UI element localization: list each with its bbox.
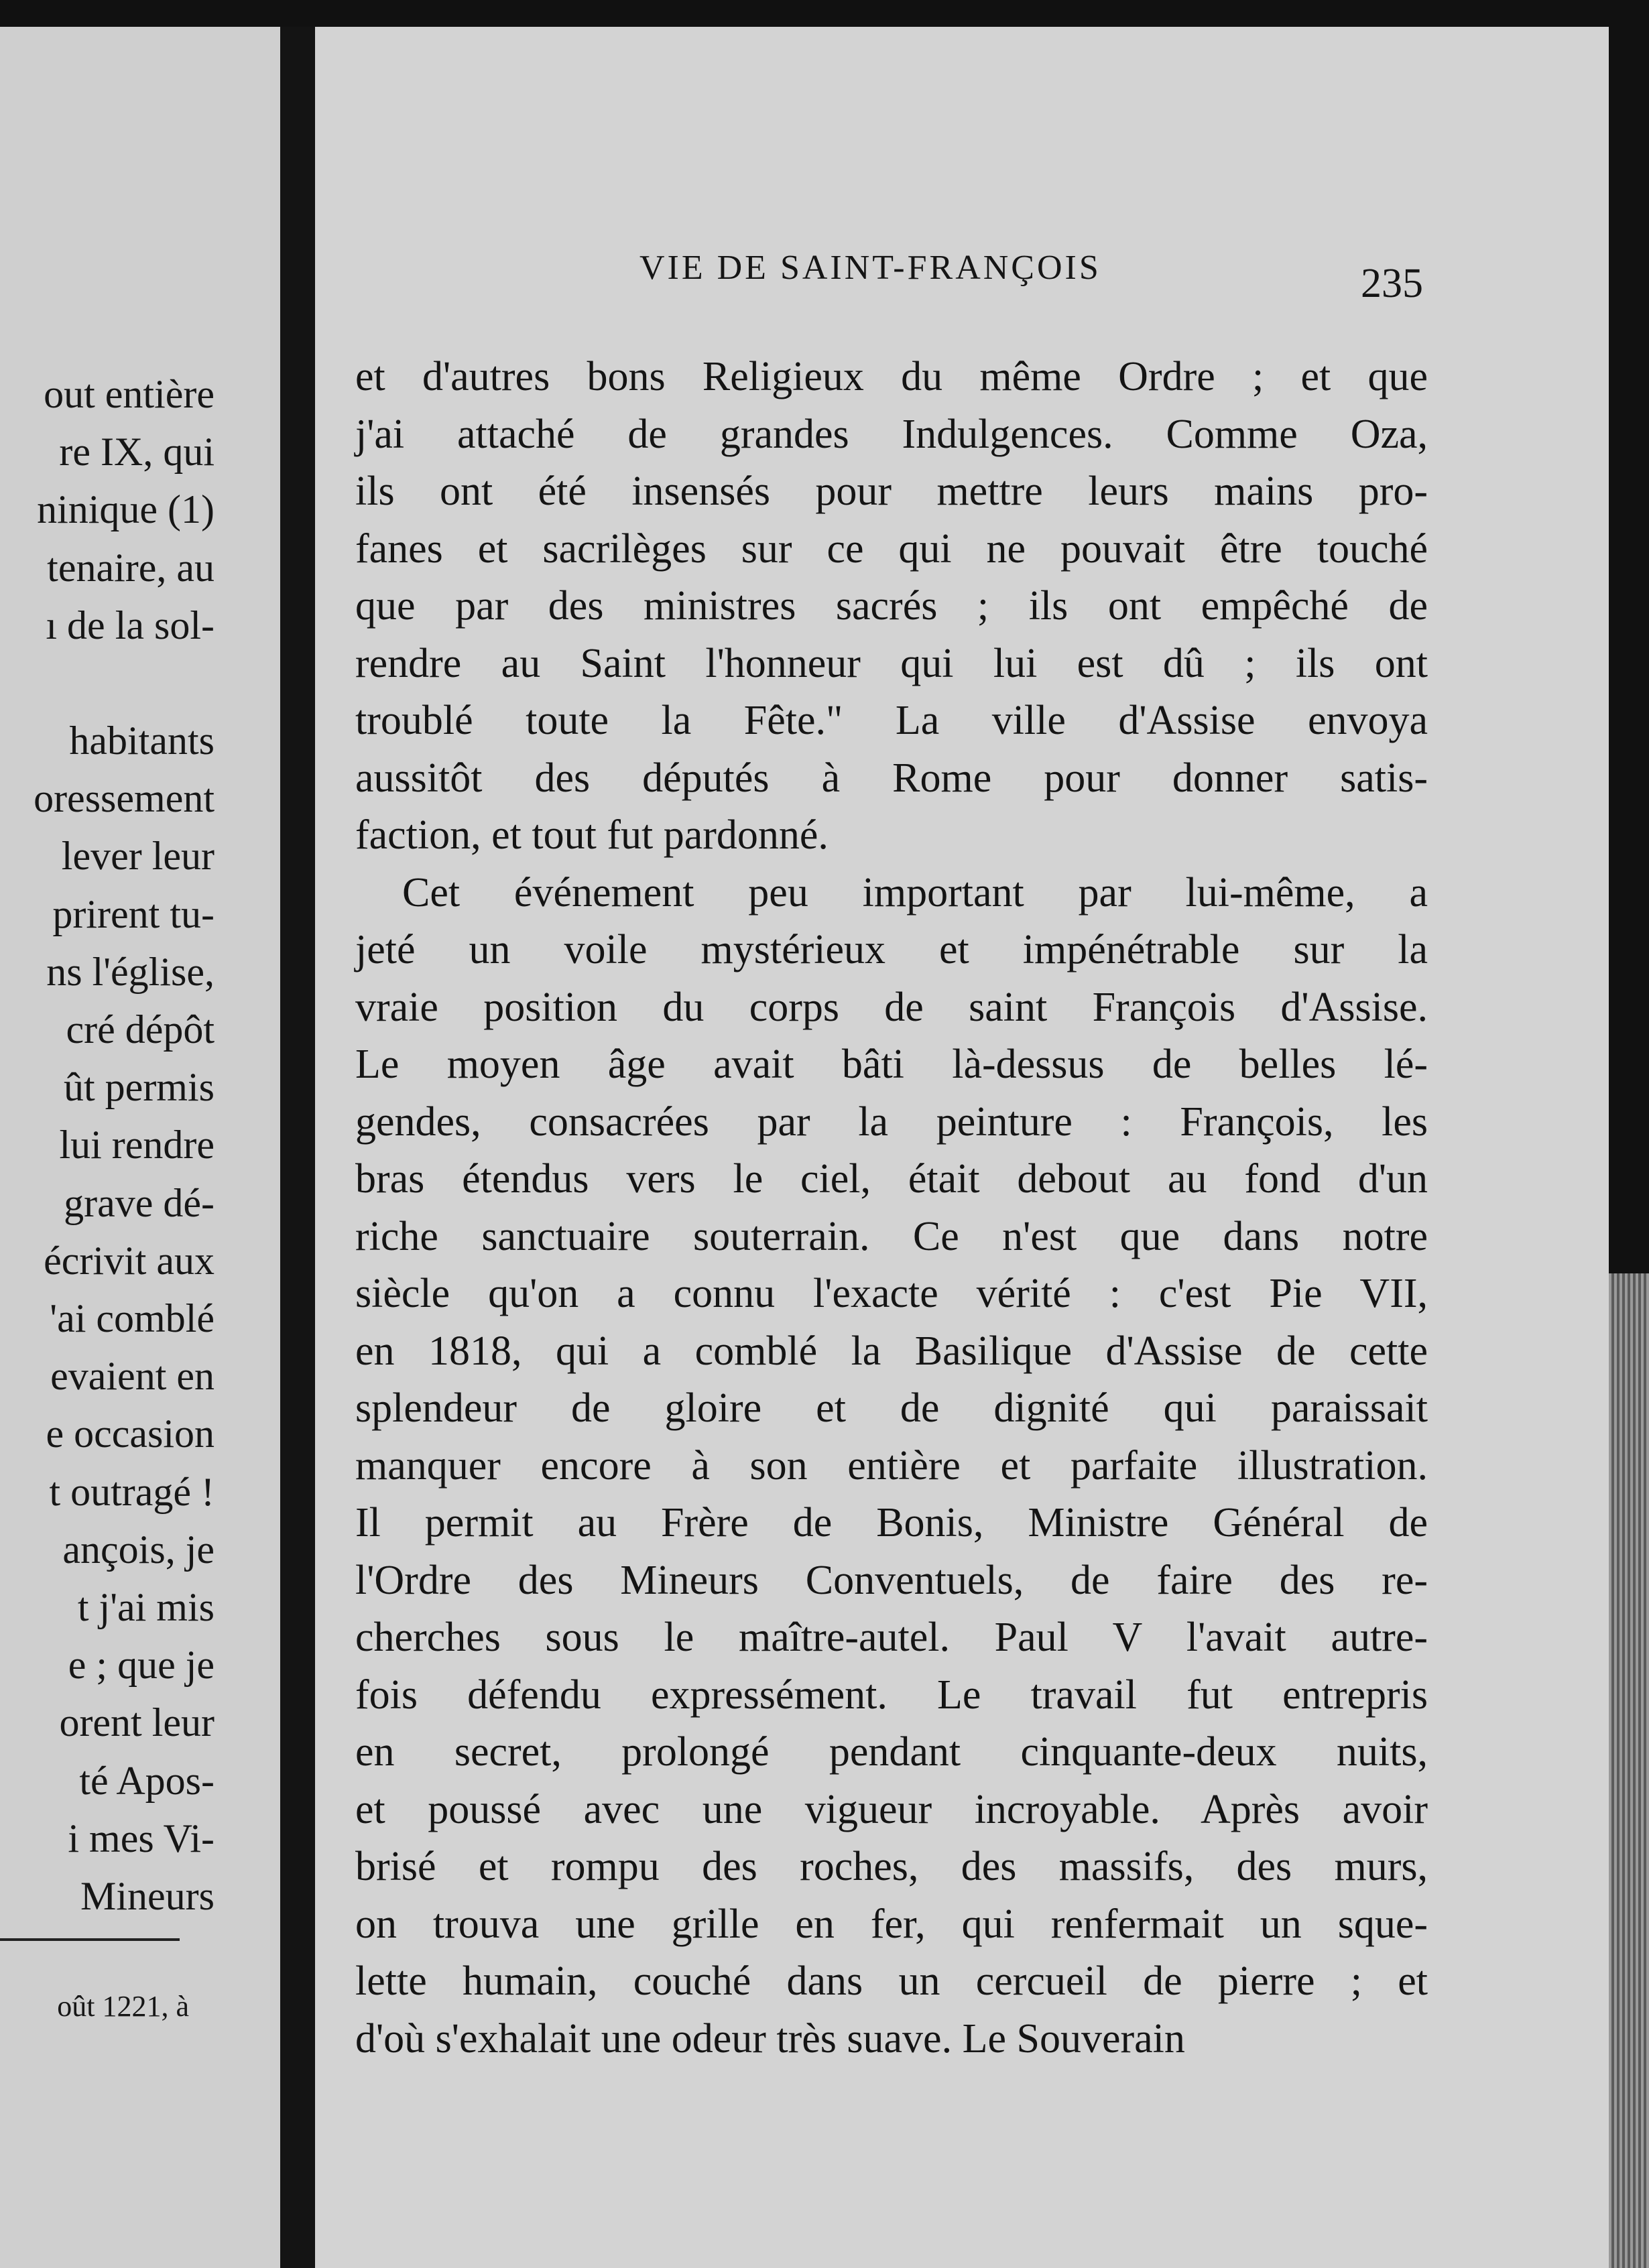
book-gutter [280,27,315,2268]
left-page-line: grave dé- [64,1180,215,1225]
body-line: fanes et sacrilèges sur ce qui ne pouvait être touché [355,525,1428,572]
body-line: j'ai attaché de grandes Indulgences. Comme Oza, [355,411,1428,457]
body-line: Il permit au Frère de Bonis, Ministre Général de [355,1500,1428,1546]
body-line: faction, et tout fut pardonné. [355,812,829,858]
body-line: Le moyen âge avait bâti là-dessus de belles lé- [355,1042,1428,1087]
body-line: en 1818, qui a comblé la Basilique d'Assise de cette [355,1328,1428,1374]
body-line: fois défendu expressément. Le travail fut entrepris [355,1672,1428,1718]
left-page-line: cré dépôt [66,1007,215,1052]
running-head: VIE DE SAINT-FRANÇOIS [639,249,1101,287]
body-line: Cet événement peu important par lui-même, a [402,869,1428,916]
body-line: aussitôt des députés à Rome pour donner satis- [355,755,1428,801]
left-page-line: e ; que je [68,1643,215,1688]
left-page-line: té Apos- [79,1758,215,1803]
left-page-line: t j'ai mis [77,1585,215,1630]
right-page [315,27,1609,2268]
body-line: on trouva une grille en fer, qui renfermait un sque- [355,1901,1428,1947]
body-line: brisé et rompu des roches, des massifs, des murs, [355,1844,1428,1889]
left-page-line: t outragé ! [49,1469,215,1514]
left-page-line: prirent tu- [52,891,215,936]
left-page-line: ninique (1) [37,487,215,532]
left-page [0,27,280,2268]
left-page-line: ût permis [64,1065,215,1110]
left-page-line: 'ai comblé [50,1296,215,1341]
body-line: jeté un voile mystérieux et impénétrable sur la [355,927,1428,972]
left-page-line: orent leur [59,1700,215,1745]
left-page-line: habitants [69,718,215,763]
body-line: vraie position du corps de saint François d'Assise. [355,984,1428,1030]
left-page-line: evaient en [50,1354,215,1399]
body-line: troublé toute la Fête." La ville d'Assise envoya [355,698,1428,743]
left-page-line: tenaire, au [47,545,215,590]
body-line: et d'autres bons Religieux du même Ordre ; et que [355,354,1428,399]
left-page-text [0,365,215,1925]
left-page-line: ns l'église, [46,949,215,994]
body-line: siècle qu'on a connu l'exacte vérité : c'est Pie VII, [355,1271,1428,1316]
left-page-line: ı de la sol- [46,603,215,647]
left-page-line: oressement [34,776,215,821]
page-number: 235 [1361,261,1423,306]
right-page-body-text [355,349,1428,2068]
left-page-line: i mes Vi- [68,1816,215,1861]
left-page-line: ançois, je [62,1527,215,1572]
body-line: splendeur de gloire et de dignité qui paraissait [355,1385,1428,1431]
left-page-line: lui rendre [59,1123,215,1168]
body-line: que par des ministres sacrés ; ils ont empêché de [355,583,1428,629]
body-line: gendes, consacrées par la peinture : François, les [355,1098,1428,1145]
body-line: en secret, prolongé pendant cinquante-deux nuits, [355,1729,1428,1775]
body-line: ils ont été insensés pour mettre leurs mains pro- [355,468,1428,514]
left-page-line: Mineurs [80,1874,215,1919]
footnote-rule [0,1938,180,1941]
left-page-line: lever leur [61,834,215,879]
left-page-line: écrivit aux [44,1238,215,1283]
body-line: riche sanctuaire souterrain. Ce n'est que dans notre [355,1213,1428,1259]
left-page-line: e occasion [46,1411,215,1456]
body-line: rendre au Saint l'honneur qui lui est dû ; ils ont [355,640,1428,686]
left-page-line: out entière [44,372,215,416]
body-line: et poussé avec une vigueur incroyable. Après avoir [355,1786,1428,1832]
body-line: l'Ordre des Mineurs Conventuels, de faire des re- [355,1557,1428,1603]
body-line: d'où s'exhalait une odeur très suave. Le Souverain [355,2015,1185,2062]
body-line: cherches sous le maître-autel. Paul V l'avait autre- [355,1615,1428,1660]
page-edge-stack [1609,1273,1649,2268]
body-line: lette humain, couché dans un cercueil de pierre ; et [355,1958,1428,2004]
body-line: bras étendus vers le ciel, était debout au fond d'un [355,1156,1428,1202]
left-page-footnote: oût 1221, à [57,1990,189,2023]
left-page-line: re IX, qui [59,430,215,475]
body-line: manquer encore à son entière et parfaite illustration. [355,1442,1428,1489]
left-page-line [0,654,215,712]
